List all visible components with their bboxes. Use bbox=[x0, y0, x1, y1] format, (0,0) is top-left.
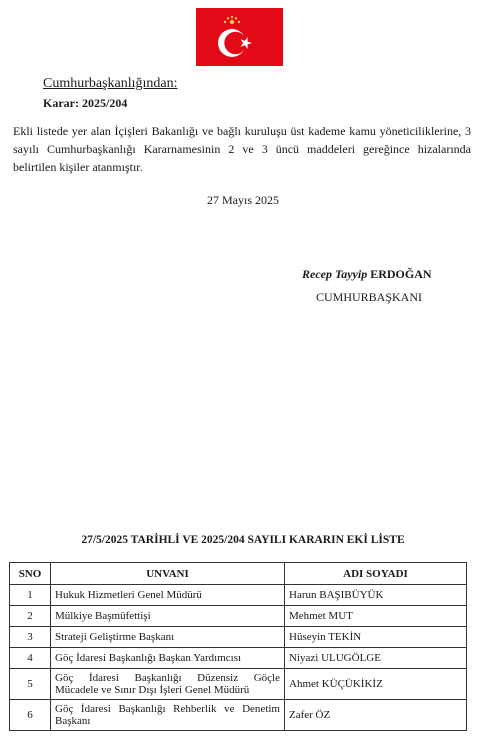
cell-sno: 4 bbox=[10, 648, 51, 669]
cell-sno: 2 bbox=[10, 606, 51, 627]
issuer-heading: Cumhurbaşkanlığından: bbox=[43, 76, 178, 91]
table-row bbox=[10, 627, 467, 648]
cell-unvan bbox=[51, 700, 285, 731]
signer-last-name: ERDOĞAN bbox=[370, 267, 432, 281]
cell-sno: 3 bbox=[10, 627, 51, 648]
table-row bbox=[10, 606, 467, 627]
table-row bbox=[10, 669, 467, 700]
table-row bbox=[10, 700, 467, 731]
appointment-table bbox=[9, 562, 467, 731]
cell-unvan bbox=[51, 669, 285, 700]
cell-ad-soyad: Ahmet KÜÇÜKİKİZ bbox=[285, 669, 467, 700]
decision-number: Karar: 2025/204 bbox=[43, 96, 128, 110]
cell-unvan-line-1: Göç İdaresi Başkanlığı Düzensiz Göçle bbox=[55, 672, 280, 684]
cell-unvan-line-2: Mücadele ve Sınır Dışı İşleri Genel Müdürü bbox=[55, 684, 250, 696]
list-title: 27/5/2025 TARİHLİ VE 2025/204 SAYILI KARARIN EKİ LİSTE bbox=[81, 534, 405, 546]
cell-ad-soyad: Harun BAŞIBÜYÜK bbox=[285, 585, 467, 606]
decision-date: 27 Mayıs 2025 bbox=[207, 193, 279, 207]
cell-unvan: Göç İdaresi Başkanlığı Başkan Yardımcısı bbox=[51, 648, 285, 669]
signer-title: CUMHURBAŞKANI bbox=[316, 290, 423, 304]
cell-sno: 6 bbox=[10, 700, 51, 731]
cell-unvan: Strateji Geliştirme Başkanı bbox=[51, 627, 285, 648]
cell-ad-soyad: Niyazi ULUGÖLGE bbox=[285, 648, 467, 669]
signer-name bbox=[302, 267, 432, 282]
cell-sno: 5 bbox=[10, 669, 51, 700]
turkish-flag-seal-icon bbox=[196, 8, 283, 66]
signer-first-name: Recep Tayyip bbox=[302, 267, 368, 281]
decision-paragraph: Ekli listede yer alan İçişleri Bakanlığı ve bağlı kuruluşu üst kademe kamu yöneticiliklerine, 3 sayılı Cumhurbaşkanlığı Kararnamesinin 2 ve 3 üncü maddeleri gereğince hizalarında belirtilen kişiler atanmıştır. bbox=[13, 124, 471, 174]
cell-sno: 1 bbox=[10, 585, 51, 606]
header-sno: SNO bbox=[10, 563, 51, 585]
cell-unvan: Hukuk Hizmetleri Genel Müdürü bbox=[51, 585, 285, 606]
header-unvan: UNVANI bbox=[51, 563, 285, 585]
cell-unvan-line-2: Başkanı bbox=[55, 715, 91, 727]
cell-unvan-line-1: Göç İdaresi Başkanlığı Rehberlik ve Denetim bbox=[55, 703, 280, 715]
cell-ad-soyad: Hüseyin TEKİN bbox=[285, 627, 467, 648]
cell-unvan: Mülkiye Başmüfettişi bbox=[51, 606, 285, 627]
cell-ad-soyad: Zafer ÖZ bbox=[285, 700, 467, 731]
cell-ad-soyad: Mehmet MUT bbox=[285, 606, 467, 627]
table-header-row bbox=[10, 563, 467, 585]
table-row bbox=[10, 585, 467, 606]
table-row bbox=[10, 648, 467, 669]
header-ad-soyad: ADI SOYADI bbox=[285, 563, 467, 585]
